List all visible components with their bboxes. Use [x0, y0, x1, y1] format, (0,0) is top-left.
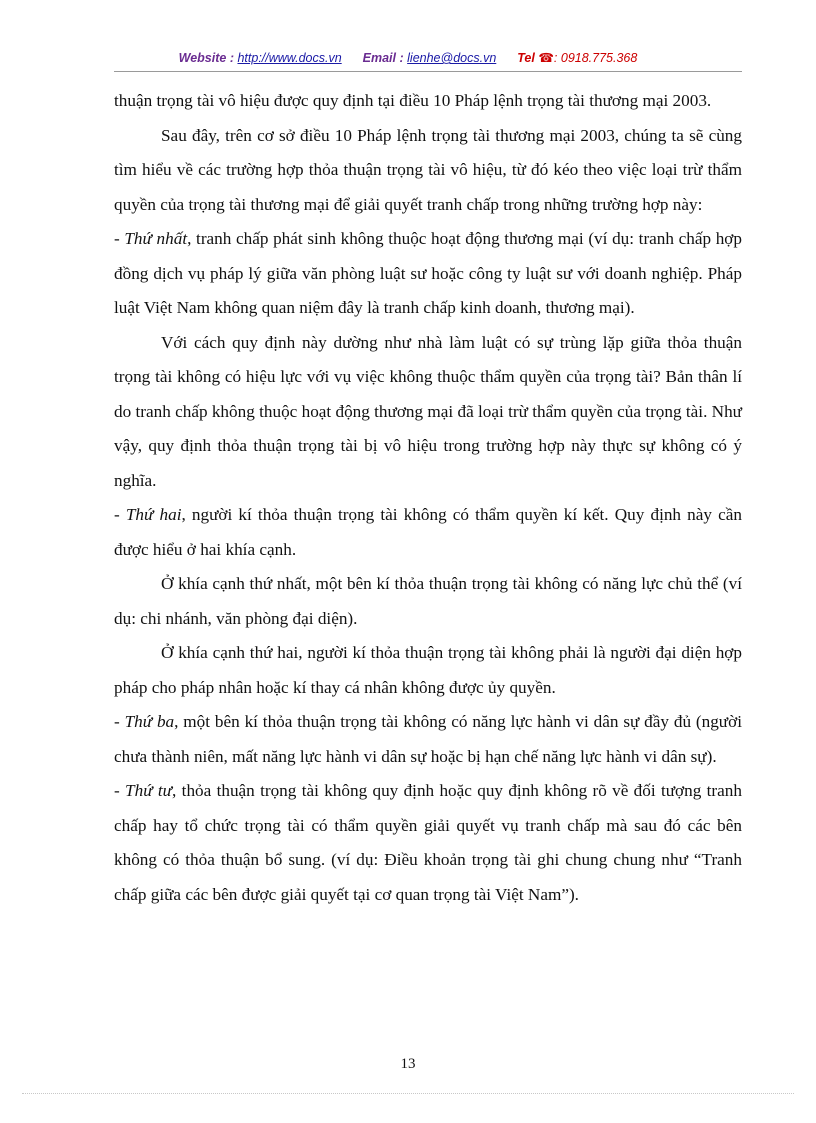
- telephone-icon: ☎: [538, 51, 554, 65]
- list-item-third: - Thứ ba, một bên kí thỏa thuận trọng tài không có năng lực hành vi dân sự đầy đủ (người chưa thành niên, mất năng lực hành vi dân sự hoặc bị hạn chế năng lực hành vi dân sự).: [114, 712, 742, 766]
- page-header: [0, 50, 816, 65]
- list-item-label: Thứ tư: [125, 781, 173, 800]
- page-bottom-border: [22, 1093, 794, 1094]
- page-number: 13: [400, 1056, 416, 1072]
- paragraph-intro: Sau đây, trên cơ sở điều 10 Pháp lệnh trọng tài thương mại 2003, chúng ta sẽ cùng tìm hiểu về các trường hợp thỏa thuận trọng tài vô hiệu, từ đó kéo theo việc loại trừ thẩm quyền của trọng tài thương mại để giải quyết tranh chấp trong những trường hợp này:: [114, 125, 742, 214]
- website-label: Website :: [178, 51, 234, 65]
- document-body: [114, 84, 742, 912]
- header-divider: [114, 71, 742, 72]
- paragraph-aspect-one: Ở khía cạnh thứ nhất, một bên kí thỏa thuận trọng tài không có năng lực chủ thể (ví dụ: chi nhánh, văn phòng đại diện).: [114, 574, 742, 628]
- paragraph-commentary: Với cách quy định này dường như nhà làm luật có sự trùng lặp giữa thỏa thuận trọng tài không có hiệu lực với vụ việc không thuộc thẩm quyền của trọng tài? Bản thân lí do tranh chấp không thuộc hoạt động thương mại đã loại trừ thẩm quyền của trọng tài. Như vậy, quy định thỏa thuận trọng tài bị vô hiệu trong trường hợp này thực sự không có ý nghĩa.: [114, 332, 742, 490]
- list-item-fourth: - Thứ tư, thỏa thuận trọng tài không quy định hoặc quy định không rõ về đối tượng tranh chấp hay tổ chức trọng tài có thẩm quyền giải quyết vụ tranh chấp mà sau đó các bên không có thỏa thuận bổ sung. (ví dụ: Điều khoản trọng tài ghi chung chung như “Tranh chấp giữa các bên được giải quyết tại cơ quan trọng tài Việt Nam”).: [114, 781, 742, 904]
- list-item-label: Thứ hai: [125, 505, 182, 524]
- phone-number: : 0918.775.368: [553, 51, 638, 65]
- email-link[interactable]: lienhe@docs.vn: [407, 51, 497, 65]
- list-item-label: Thứ ba: [124, 712, 175, 731]
- list-item-second: - Thứ hai, người kí thỏa thuận trọng tài không có thẩm quyền kí kết. Quy định này cần được hiểu ở hai khía cạnh.: [114, 505, 742, 559]
- tel-label: Tel: [517, 51, 535, 65]
- list-item-label: Thứ nhất: [124, 229, 188, 248]
- email-label: Email :: [362, 51, 404, 65]
- paragraph-continuation: thuận trọng tài vô hiệu được quy định tại điều 10 Pháp lệnh trọng tài thương mại 2003.: [114, 91, 712, 110]
- paragraph-aspect-two: Ở khía cạnh thứ hai, người kí thỏa thuận trọng tài không phải là người đại diện hợp pháp cho pháp nhân hoặc kí thay cá nhân không được ủy quyền.: [114, 643, 742, 697]
- list-item-first: - Thứ nhất, tranh chấp phát sinh không thuộc hoạt động thương mại (ví dụ: tranh chấp hợp đồng dịch vụ pháp lý giữa văn phòng luật sư hoặc công ty luật sư với doanh nghiệp. Pháp luật Việt Nam không quan niệm đây là tranh chấp kinh doanh, thương mại).: [114, 229, 742, 317]
- website-link[interactable]: http://www.docs.vn: [237, 51, 342, 65]
